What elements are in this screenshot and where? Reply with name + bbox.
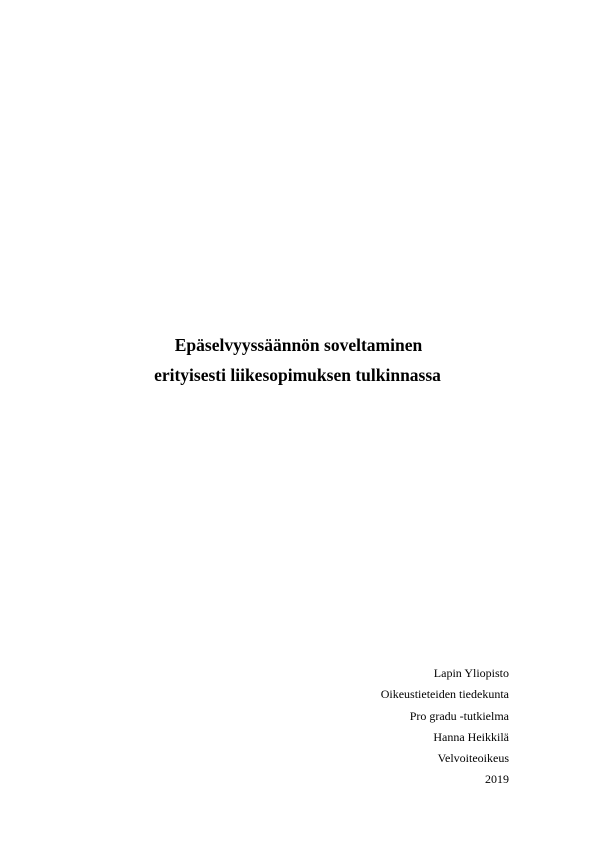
author-info-block [381,663,509,791]
title-line-2: erityisesti liikesopimuksen tulkinnassa [154,365,441,385]
thesis-type: Pro gradu -tutkielma [409,708,509,723]
thesis-title [0,330,595,390]
year: 2019 [485,772,509,787]
university-name: Lapin Yliopisto [433,666,509,680]
title-line-1: Epäselvyyssäännön soveltaminen [174,335,423,355]
subject-name: Velvoiteoikeus [437,751,509,766]
faculty-name: Oikeustieteiden tiedekunta [380,687,509,702]
author-name: Hanna Heikkilä [433,729,509,744]
